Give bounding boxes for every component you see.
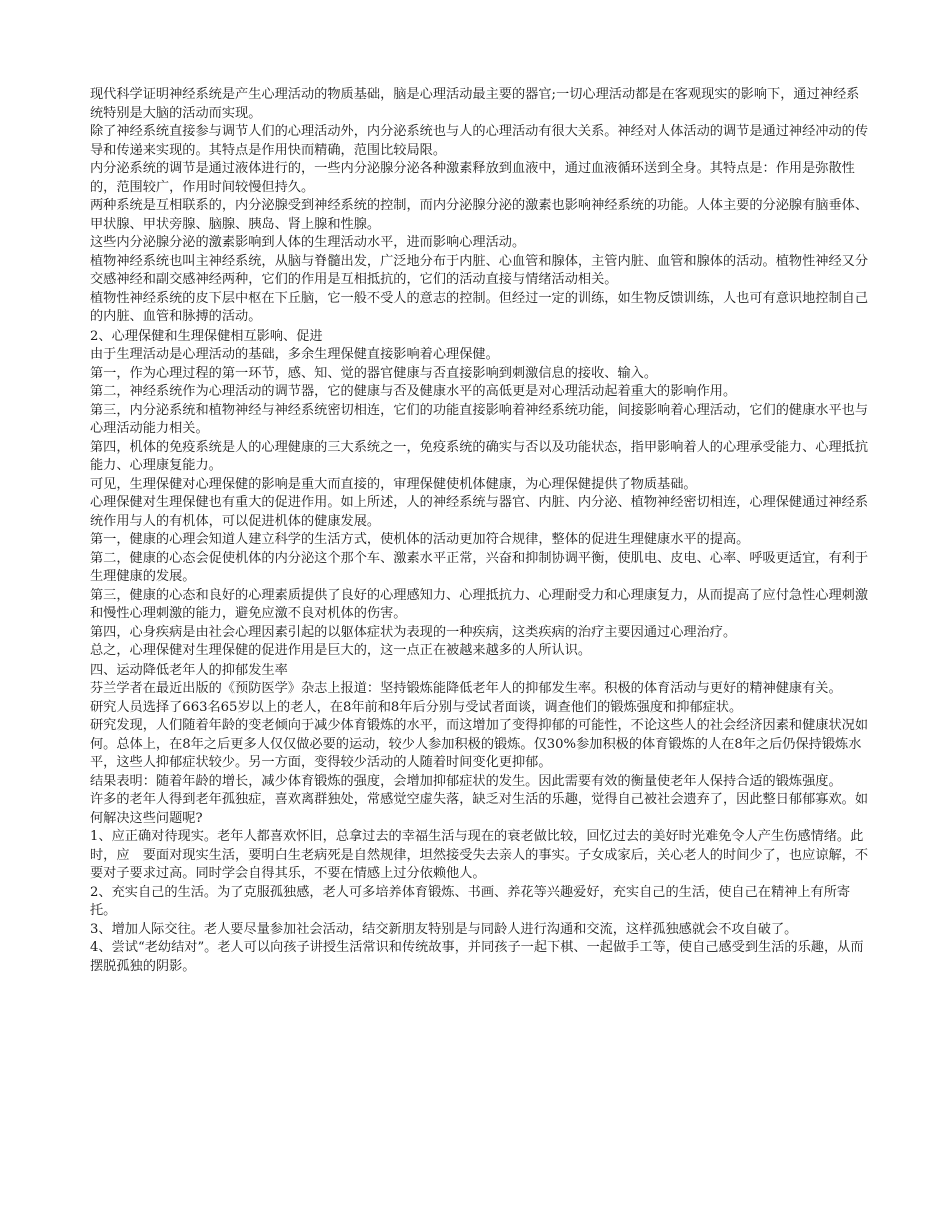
paragraph: 研究人员选择了663名65岁以上的老人，在8年前和8年后分别与受试者面谈，调查他们的锻炼强度和抑郁症状。 <box>90 699 743 715</box>
paragraph: 第二，健康的心态会促使机体的内分泌这个那个车、激素水平正常，兴奋和抑制协调平衡，使肌电、皮电、心率、呼吸更适宜，有利于生理健康的发展。 <box>90 550 869 584</box>
paragraph: 第一，健康的心理会知道人建立科学的生活方式，使机体的活动更加符合规律，整体的促进生理健康水平的提高。 <box>90 532 750 547</box>
paragraph: 第一，作为心理过程的第一环节，感、知、觉的器官健康与否直接影响到刺激信息的接收、输入。 <box>90 365 658 381</box>
list-item: 2、充实自己的生活。为了克服孤独感，老人可多培养体育锻炼、书画、养花等兴趣爱好，充实自己的生活，使自己在精神上有所寄托。 <box>90 884 851 918</box>
paragraph: 研究发现，人们随着年龄的变老倾向于减少体育锻炼的水平，而这增加了变得抑郁的可能性，不论这些人的社会经济因素和健康状况如何。总体上，在8年之后更多人仅仅做必要的运动，较少人参加积极的锻炼。仅30%参加积极的体育锻炼的人在8年之后仍保持锻炼水平，这些人抑郁症状较少。另一方面，变得较少活动的人随着时间变化更抑郁。 <box>90 718 869 770</box>
paragraph: 植物神经系统也叫主神经系统，从脑与脊髓出发，广泛地分布于内脏、心血管和腺体，主管内脏、血管和腺体的活动。植物性神经又分交感神经和副交感神经两种，它们的作用是互相抵抗的，它们的活动直接与情绪活动相关。 <box>90 253 869 287</box>
paragraph: 总之，心理保健对生理保健的促进作用是巨大的，这一点正在被越来越多的人所认识。 <box>90 643 592 658</box>
paragraph: 芬兰学者在最近出版的《预防医学》杂志上报道：坚持锻炼能降低老年人的抑郁发生率。积极的体育活动与更好的精神健康有关。 <box>90 681 842 696</box>
paragraph: 除了神经系统直接参与调节人们的心理活动外，内分泌系统也与人的心理活动有很大关系。神经对人体活动的调节是通过神经冲动的传导和传递来实现的。其特点是作用快而精确，范围比较局限。 <box>90 124 869 158</box>
paragraph: 这些内分泌腺分泌的激素影响到人体的生理活动水平，进而影响心理活动。 <box>90 235 526 250</box>
paragraph: 心理保健对生理保健也有重大的促进作用。如上所述，人的神经系统与器官、内脏、内分泌、植物神经密切相连，心理保健通过神经系统作用与人的有机体，可以促进机体的健康发展。 <box>90 495 869 529</box>
paragraph: 现代科学证明神经系统是产生心理活动的物质基础，脑是心理活动最主要的器官;一切心理活动都是在客观现实的影响下，通过神经系统特别是大脑的活动而实现。 <box>90 87 860 121</box>
paragraph: 内分泌系统的调节是通过液体进行的，一些内分泌腺分泌各种激素释放到血液中，通过血液循环送到全身。其特点是：作用是弥散性的，范围较广，作用时间较慢但持久。 <box>90 161 855 195</box>
paragraph: 可见，生理保健对心理保健的影响是重大而直接的，审理保健使机体健康，为心理保健提供了物质基础。 <box>90 476 697 492</box>
paragraph: 第四，心身疾病是由社会心理因素引起的以躯体症状为表现的一种疾病，这类疾病的治疗主要因通过心理治疗。 <box>90 624 737 640</box>
list-item: 3、增加人际交往。老人要尽量参加社会活动，结交新朋友特别是与同龄人进行沟通和交流，这样孤独感就会不攻自破了。 <box>90 921 798 937</box>
paragraph: 第三，内分泌系统和植物神经与神经系统密切相连，它们的功能直接影响着神经系统功能，间接影响着心理活动，它们的健康水平也与心理活动能力相关。 <box>90 402 869 436</box>
paragraph: 植物性神经系统的皮下层中枢在下丘脑，它一般不受人的意志的控制。但经过一定的训练，如生物反馈训练，人也可有意识地控制自己的内脏、血管和脉搏的活动。 <box>90 290 869 324</box>
paragraph: 第二，神经系统作为心理活动的调节器，它的健康与否及健康水平的高低更是对心理活动起着重大的影响作用。 <box>90 384 737 399</box>
section-heading: 2、心理保健和生理保健相互影响、促进 <box>90 328 323 344</box>
list-item: 4、尝试“老幼结对”。老人可以向孩子讲授生活常识和传统故事，并同孩子一起下棋、一起做手工等，使自己感受到生活的乐趣，从而摆脱孤独的阴影。 <box>90 940 864 974</box>
section-heading: 四、运动降低老年人的抑郁发生率 <box>90 662 288 678</box>
paragraph: 许多的老年人得到老年孤独症，喜欢离群独处，常感觉空虚失落，缺乏对生活的乐趣，觉得自己被社会遗弃了，因此整日郁郁寡欢。如何解决这些问题呢? <box>90 792 869 826</box>
paragraph: 由于生理活动是心理活动的基础，多余生理保健直接影响着心理保健。 <box>90 347 499 362</box>
paragraph: 结果表明：随着年龄的增长，减少体育锻炼的强度，会增加抑郁症状的发生。因此需要有效的衡量使老年人保持合适的锻炼强度。 <box>90 773 842 789</box>
paragraph: 第四，机体的免疫系统是人的心理健康的三大系统之一，免疫系统的确实与否以及功能状态，指甲影响着人的心理承受能力、心理抵抗能力、心理康复能力。 <box>90 439 869 473</box>
paragraph: 两种系统是互相联系的，内分泌腺受到神经系统的控制，而内分泌腺分泌的激素也影响神经系统的功能。人体主要的分泌腺有脑垂体、甲状腺、甲状旁腺、脑腺、胰岛、肾上腺和性腺。 <box>90 198 869 232</box>
paragraph: 第三，健康的心态和良好的心理素质提供了良好的心理感知力、心理抵抗力、心理耐受力和心理康复力，从而提高了应付急性心理刺激和慢性心理刺激的能力，避免应激不良对机体的伤害。 <box>90 587 869 621</box>
list-item: 1、应正确对待现实。老年人都喜欢怀旧，总拿过去的幸福生活与现在的衰老做比较，回忆过去的美好时光难免令人产生伤感情绪。此时，应 要面对现实生活，要明白生老病死是自然规律，坦然接受失去亲人的事实。子女成家后，关心老人的时间少了，也应谅解，不要对子要求过高。同时学会自得其乐，不要在情感上过分依赖他人。 <box>90 829 869 881</box>
